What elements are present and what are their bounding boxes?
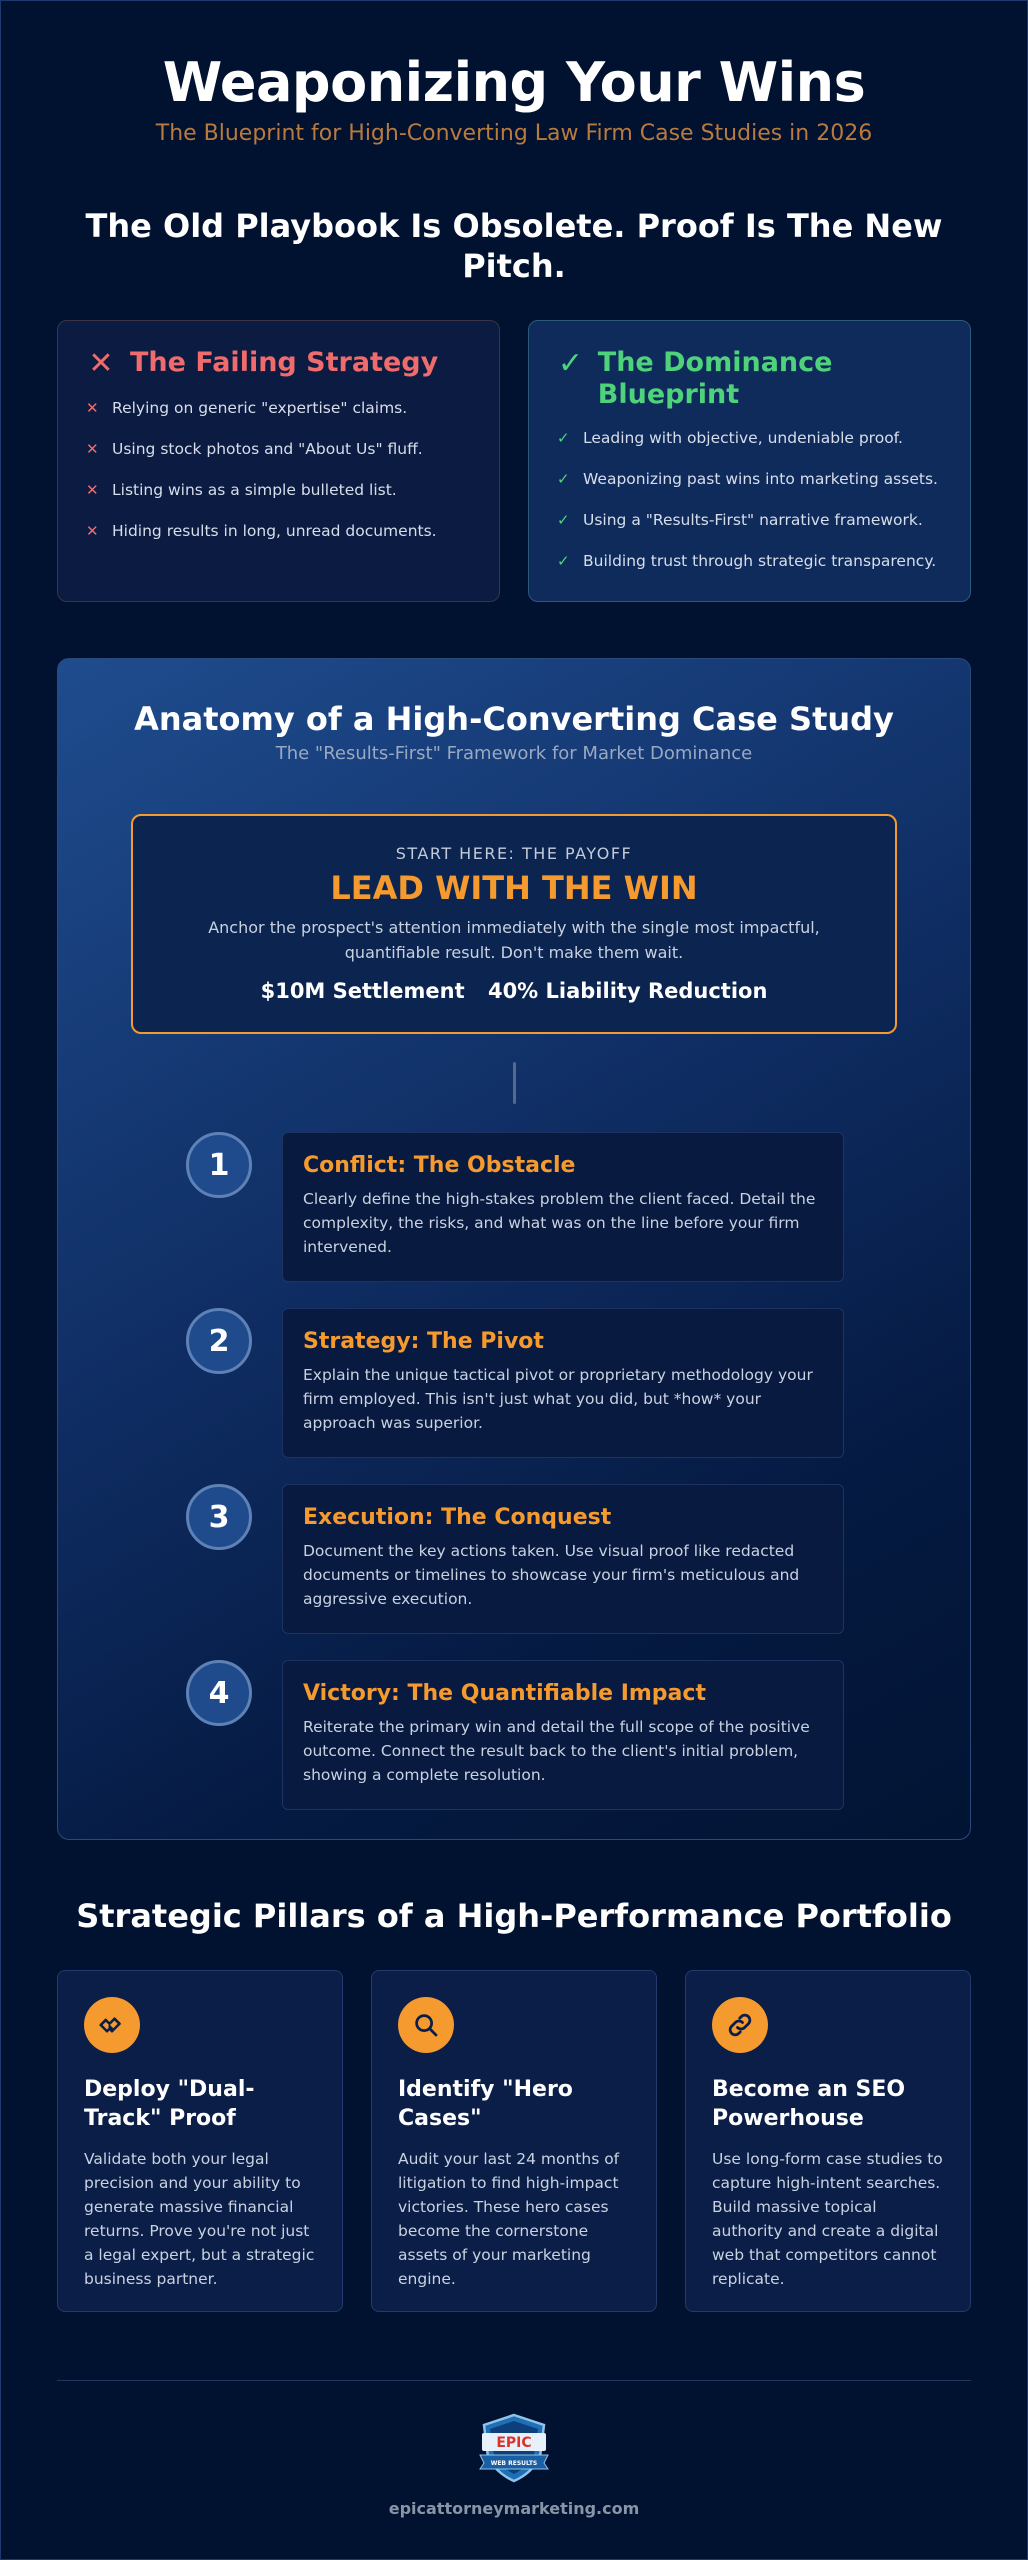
footer-website: epicattorneymarketing.com	[388, 2499, 640, 2518]
payoff-label: START HERE: THE PAYOFF	[395, 844, 633, 863]
step-item	[58, 1660, 970, 1812]
pillar-description: Validate both your legal precision and your ability to generate massive financial returns. Prove you're not just a legal expert, but a strategic business partner.	[84, 2150, 315, 2288]
payoff-description: Anchor the prospect's attention immediately with the single most impactful, quantifiable result. Don't make them wait.	[208, 918, 820, 962]
failing-strategy-card	[57, 320, 500, 602]
comparison-section	[1, 320, 1027, 602]
list-item	[557, 427, 942, 449]
handshake-icon	[84, 1997, 140, 2053]
comparison-title: The Old Playbook Is Obsolete. Proof Is The New Pitch.	[85, 207, 943, 285]
step-description: Document the key actions taken. Use visual proof like redacted documents or timelines to showcase your firm's meticulous and aggressive execution.	[303, 1542, 800, 1608]
step-description: Reiterate the primary win and detail the full scope of the positive outcome. Connect the result back to the client's initial problem, showing a complete resolution.	[303, 1718, 810, 1784]
failing-strategy-header	[86, 347, 471, 381]
anatomy-subtitle: The "Results-First" Framework for Market Dominance	[275, 743, 753, 764]
connector-line	[513, 1062, 516, 1104]
list-item	[86, 520, 471, 542]
x-icon: ✕	[86, 440, 99, 458]
pillar-card	[685, 1970, 971, 2312]
dominance-blueprint-title: The Dominance Blueprint	[597, 347, 833, 410]
pillar-description: Use long-form case studies to capture high-intent searches. Build massive topical authority and create a digital web that competitors cannot replicate.	[712, 2150, 943, 2288]
list-item	[557, 509, 942, 531]
list-item	[86, 438, 471, 460]
anatomy-title: Anatomy of a High-Converting Case Study	[134, 700, 894, 738]
footer	[1, 2411, 1027, 2518]
epic-logo	[472, 2411, 556, 2485]
step-description: Explain the unique tactical pivot or proprietary methodology your firm employed. This isn't just what you did, but *how* your approach was superior.	[303, 1366, 813, 1432]
list-item-text: Hiding results in long, unread documents.	[112, 522, 437, 540]
list-item	[557, 550, 942, 572]
x-icon: ✕	[88, 346, 114, 381]
pillars-title: Strategic Pillars of a High-Performance Portfolio	[76, 1897, 952, 1935]
step-number: 3	[186, 1484, 252, 1550]
dominance-blueprint-card	[528, 320, 971, 602]
list-item	[86, 479, 471, 501]
pillar-card	[371, 1970, 657, 2312]
payoff-stat: 40% Liability Reduction	[487, 979, 768, 1003]
pillar-description: Audit your last 24 months of litigation to find high-impact victories. These hero cases become the cornerstone assets of your marketing engine.	[398, 2150, 620, 2288]
list-item-text: Leading with objective, undeniable proof.	[583, 429, 903, 447]
list-item-text: Using a "Results-First" narrative framework.	[583, 511, 923, 529]
pillar-title: Deploy "Dual-Track" Proof	[84, 2077, 255, 2131]
failing-strategy-title: The Failing Strategy	[130, 347, 439, 378]
step-item	[58, 1308, 970, 1460]
svg-text:EPIC: EPIC	[496, 2435, 532, 2451]
dominance-blueprint-list	[557, 427, 942, 572]
check-icon: ✓	[557, 511, 570, 529]
step-card	[282, 1308, 844, 1458]
step-card	[282, 1660, 844, 1810]
check-icon: ✓	[557, 552, 570, 570]
page-title: Weaponizing Your Wins	[162, 51, 866, 114]
step-item	[58, 1132, 970, 1284]
check-icon: ✓	[557, 470, 570, 488]
x-icon: ✕	[86, 399, 99, 417]
payoff-card	[131, 814, 897, 1034]
list-item-text: Building trust through strategic transparency.	[583, 552, 937, 570]
step-number: 1	[186, 1132, 252, 1198]
pillar-title: Become an SEO Powerhouse	[712, 2077, 906, 2131]
pillars-section	[1, 1970, 1027, 2312]
pillar-card	[57, 1970, 343, 2312]
page-subtitle: The Blueprint for High-Converting Law Firm Case Studies in 2026	[155, 121, 873, 146]
link-icon	[712, 1997, 768, 2053]
x-icon: ✕	[86, 481, 99, 499]
step-card	[282, 1132, 844, 1282]
list-item-text: Using stock photos and "About Us" fluff.	[112, 440, 423, 458]
dominance-blueprint-header	[557, 347, 942, 411]
payoff-stat: $10M Settlement	[260, 979, 465, 1003]
step-title: Conflict: The Obstacle	[303, 1153, 576, 1178]
svg-text:WEB RESULTS: WEB RESULTS	[490, 2460, 538, 2467]
list-item-text: Relying on generic "expertise" claims.	[112, 399, 408, 417]
footer-divider	[57, 2380, 971, 2381]
search-icon	[398, 1997, 454, 2053]
step-number: 2	[186, 1308, 252, 1374]
list-item	[557, 468, 942, 490]
step-description: Clearly define the high-stakes problem the client faced. Detail the complexity, the risks, and what was on the line before your firm intervened.	[303, 1190, 816, 1256]
list-item-text: Listing wins as a simple bulleted list.	[112, 481, 397, 499]
steps-list	[58, 1132, 970, 1812]
payoff-stats	[133, 979, 895, 1003]
check-icon: ✓	[557, 346, 583, 381]
list-item-text: Weaponizing past wins into marketing assets.	[583, 470, 938, 488]
payoff-title: LEAD WITH THE WIN	[330, 869, 698, 907]
pillar-title: Identify "Hero Cases"	[398, 2077, 573, 2131]
step-number: 4	[186, 1660, 252, 1726]
x-icon: ✕	[86, 522, 99, 540]
step-title: Strategy: The Pivot	[303, 1329, 544, 1354]
step-card	[282, 1484, 844, 1634]
step-title: Execution: The Conquest	[303, 1505, 612, 1530]
step-title: Victory: The Quantifiable Impact	[303, 1681, 706, 1706]
check-icon: ✓	[557, 429, 570, 447]
step-item	[58, 1484, 970, 1636]
failing-strategy-list	[86, 397, 471, 542]
list-item	[86, 397, 471, 419]
header	[1, 1, 1027, 146]
anatomy-section	[57, 658, 971, 1840]
